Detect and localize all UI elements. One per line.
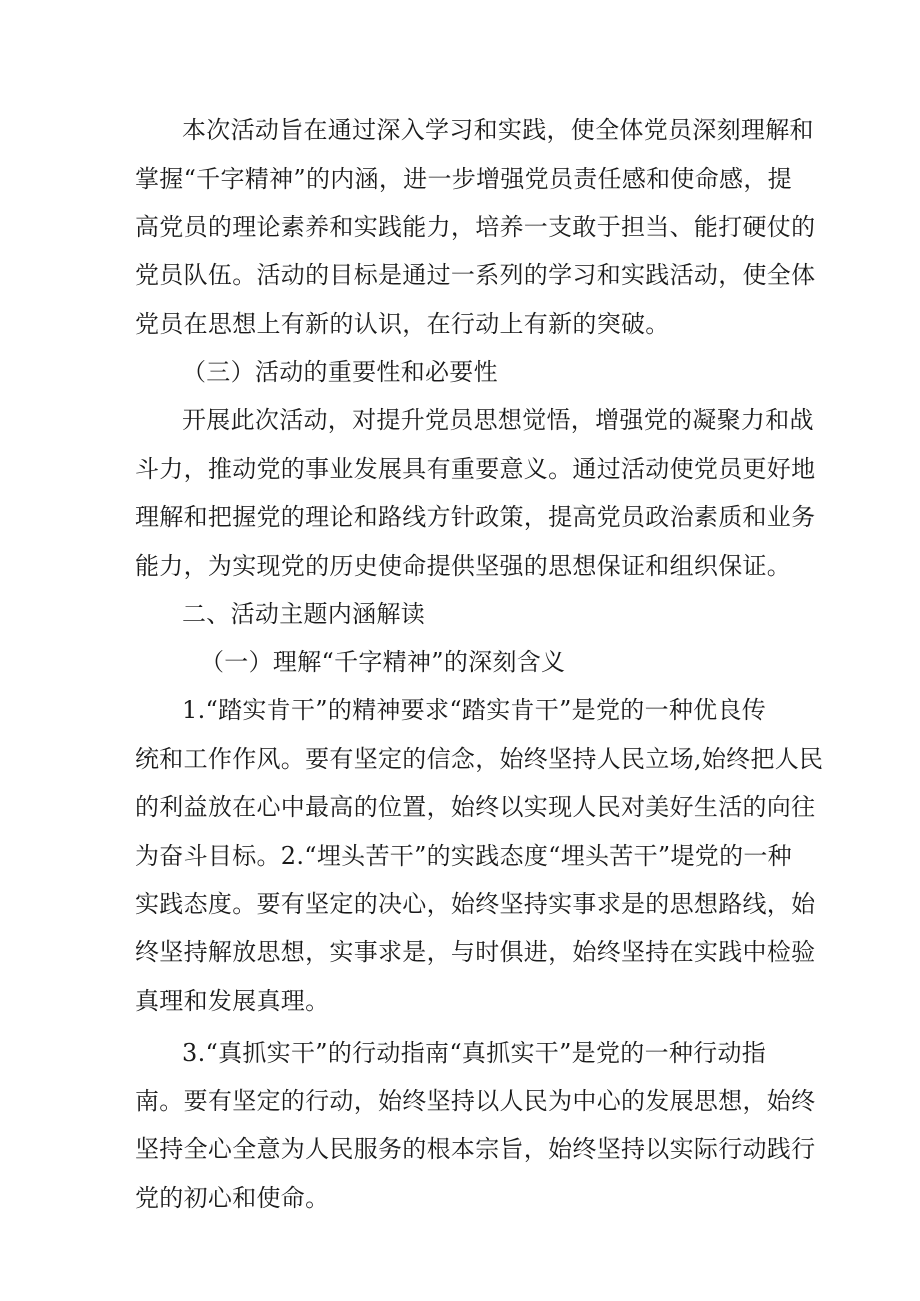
subsection-heading-1: （一）理解“千字精神”的深刻含义 — [200, 648, 566, 676]
text-line-2: 掌握“千字精神”的内涵，进一步增强党员责任感和使命感，提 — [135, 165, 792, 193]
text-line-21: 南。要有坚定的行动，始终坚持以人民为中心的发展思想，始终 — [135, 1087, 816, 1115]
text-line-10: 能力，为实现党的历史使命提供坚强的思想保证和组织保证。 — [135, 552, 792, 580]
text-line-16: 为奋斗目标。2.“埋头苦干”的实践态度“埋头苦干”堤党的一种 — [135, 842, 792, 870]
text-line-23: 党的初心和使命。 — [135, 1184, 330, 1212]
section-heading-3: （三）活动的重要性和必要性 — [182, 358, 498, 386]
text-line-19: 真理和发展真理。 — [135, 987, 330, 1015]
text-line-3: 高党员的理论素养和实践能力，培养一支敢于担当、能打硬仗的 — [135, 213, 816, 241]
text-line-17: 实践态度。要有坚定的决心，始终坚持实事求是的思想路线，始 — [135, 890, 816, 918]
text-line-22: 坚持全心全意为人民服务的根本宗旨，始终坚持以实际行动践行 — [135, 1135, 816, 1163]
text-line-18: 终坚持解放思想，实事求是，与时俱进，始终坚持在实践中检验 — [135, 938, 816, 966]
section-heading-2: 二、活动主题内涵解读 — [182, 600, 425, 628]
text-line-14: 统和工作作风。要有坚定的信念，始终坚持人民立场,始终把人民 — [135, 745, 824, 773]
text-line-9: 理解和把握党的理论和路线方针政策，提高党员政治素质和业务 — [135, 503, 816, 531]
text-line-15: 的利益放在心中最高的位置，始终以实现人民对美好生活的向往 — [135, 793, 816, 821]
text-line-8: 斗力，推动党的事业发展具有重要意义。通过活动使党员更好地 — [135, 455, 816, 483]
text-line-4: 党员队伍。活动的目标是通过一系列的学习和实践活动，使全体 — [135, 261, 816, 289]
text-line-20: 3.“真抓实干”的行动指南“真抓实干”是党的一种行动指 — [182, 1039, 767, 1067]
text-line-13: 1.“踏实肯干”的精神要求“踏实肯干”是党的一种优良传 — [182, 696, 767, 724]
text-line-7: 开展此次活动，对提升党员思想觉悟，增强党的凝聚力和战 — [182, 406, 814, 434]
text-line-1: 本次活动旨在通过深入学习和实践，使全体党员深刻理解和 — [182, 116, 814, 144]
text-line-5: 党员在思想上有新的认识，在行动上有新的突破。 — [135, 310, 670, 338]
